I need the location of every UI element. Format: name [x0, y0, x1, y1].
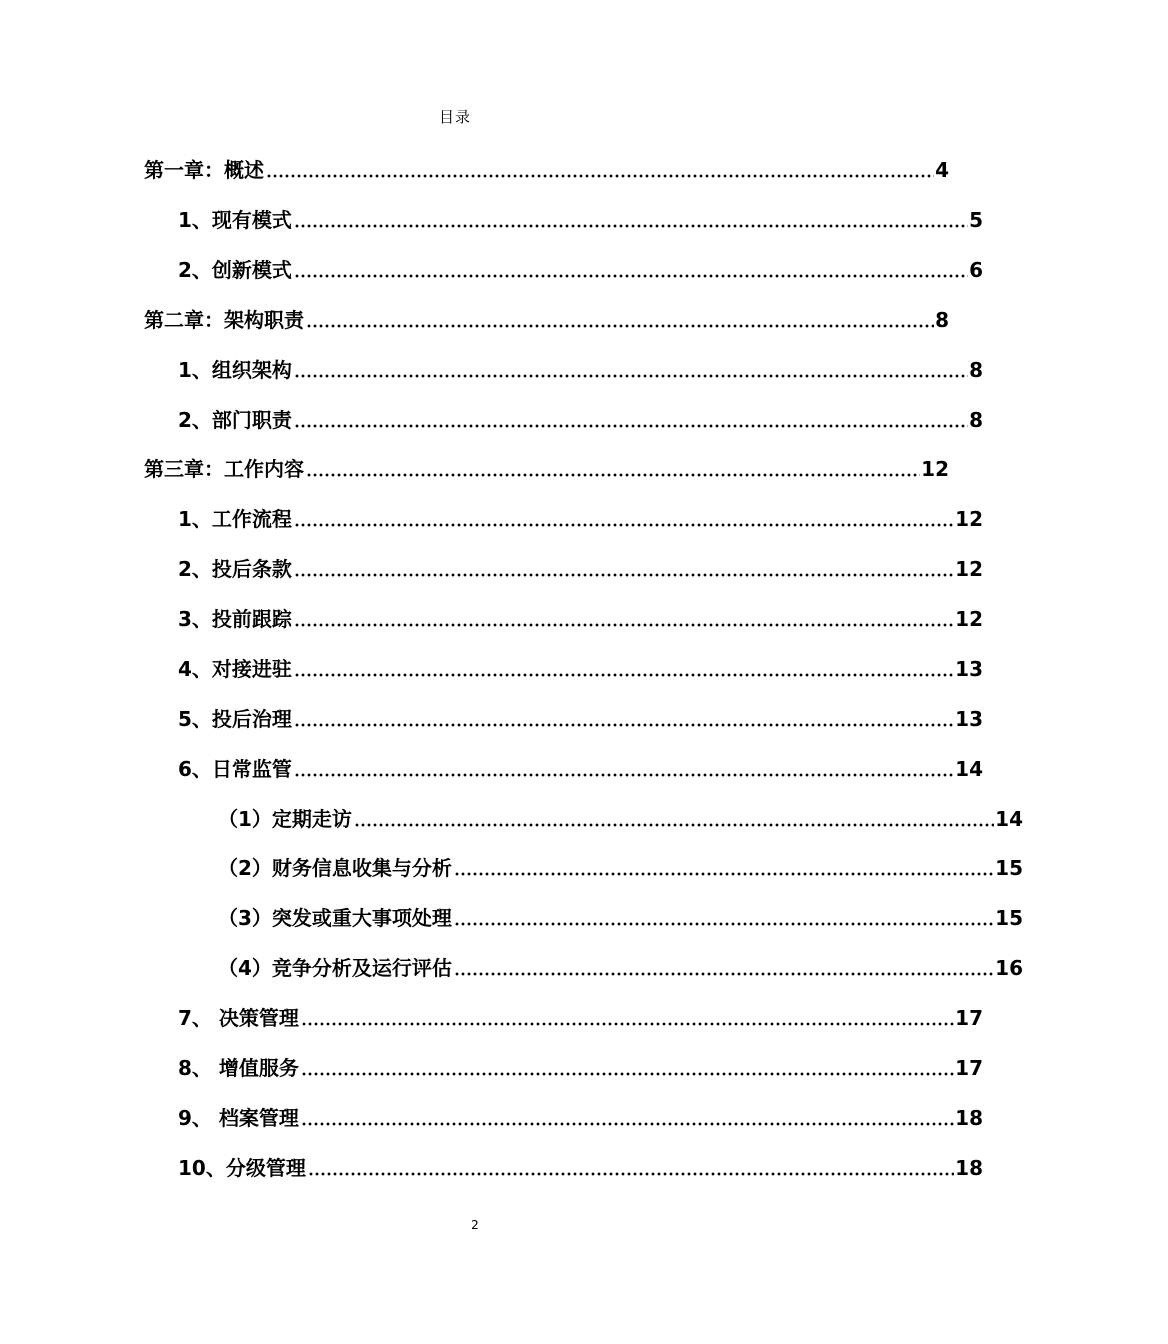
- toc-dot-leader: [354, 822, 994, 828]
- toc-entry-page: 8: [969, 408, 983, 432]
- toc-entry-page: 16: [995, 956, 1023, 980]
- toc-entry-title: 第一章：概述: [144, 158, 264, 182]
- toc-entry-page: 15: [995, 856, 1023, 880]
- toc-entry-page: 4: [935, 158, 949, 182]
- toc-entry[interactable]: [0, 697, 1128, 731]
- toc-entry[interactable]: [0, 797, 1168, 831]
- toc-dot-leader: [294, 273, 968, 279]
- toc-entry-page: 14: [955, 757, 983, 781]
- toc-entry-title: 6、日常监管: [178, 757, 292, 781]
- toc-dot-leader: [454, 921, 994, 927]
- toc-entry-title: （2）财务信息收集与分析: [218, 856, 452, 880]
- toc-dot-leader: [306, 472, 920, 478]
- toc-dot-leader: [454, 871, 994, 877]
- toc-entry[interactable]: [0, 846, 1168, 880]
- toc-entry[interactable]: [0, 1046, 1128, 1080]
- toc-entry[interactable]: [0, 597, 1128, 631]
- toc-dot-leader: [306, 323, 934, 329]
- toc-entry-title: 2、部门职责: [178, 408, 292, 432]
- toc-entry[interactable]: [0, 896, 1168, 930]
- toc-dot-leader: [294, 722, 954, 728]
- toc-entry-title: 1、现有模式: [178, 208, 292, 232]
- toc-entry[interactable]: [0, 398, 1128, 432]
- toc-dot-leader: [454, 971, 994, 977]
- toc-entry-title: 2、投后条款: [178, 557, 292, 581]
- toc-heading: 目录: [438, 108, 471, 126]
- toc-entry-title: 第二章：架构职责: [144, 308, 304, 332]
- toc-entry-page: 13: [955, 707, 983, 731]
- toc-entry-title: 3、投前跟踪: [178, 607, 292, 631]
- toc-dot-leader: [294, 672, 954, 678]
- toc-entry-page: 12: [955, 507, 983, 531]
- toc-entry[interactable]: [0, 1096, 1128, 1130]
- toc-entry[interactable]: [0, 996, 1128, 1030]
- toc-dot-leader: [294, 772, 954, 778]
- toc-entry-title: 9、 档案管理: [178, 1106, 299, 1130]
- toc-entry[interactable]: [0, 647, 1128, 681]
- toc-entry[interactable]: [0, 298, 1094, 332]
- toc-entry[interactable]: [0, 747, 1128, 781]
- toc-entry-title: 1、工作流程: [178, 507, 292, 531]
- toc-entry-title: 8、 增值服务: [178, 1056, 299, 1080]
- toc-dot-leader: [301, 1071, 954, 1077]
- toc-dot-leader: [301, 1121, 954, 1127]
- toc-entry[interactable]: [0, 946, 1168, 980]
- toc-entry[interactable]: [0, 198, 1128, 232]
- toc-entry-page: 13: [955, 657, 983, 681]
- toc-entry-page: 17: [955, 1056, 983, 1080]
- toc-entry-title: （4）竞争分析及运行评估: [218, 956, 452, 980]
- toc-entry[interactable]: [0, 1146, 1128, 1180]
- toc-entry[interactable]: [0, 547, 1128, 581]
- toc-entry-title: 7、 决策管理: [178, 1006, 299, 1030]
- toc-entry-title: 4、对接进驻: [178, 657, 292, 681]
- toc-dot-leader: [294, 622, 954, 628]
- toc-entry-page: 15: [995, 906, 1023, 930]
- toc-entry[interactable]: [0, 148, 1094, 182]
- toc-entry-page: 12: [955, 607, 983, 631]
- toc-entry-title: 2、创新模式: [178, 258, 292, 282]
- toc-entry[interactable]: [0, 447, 1094, 481]
- toc-entry-title: （3）突发或重大事项处理: [218, 906, 452, 930]
- toc-entry[interactable]: [0, 248, 1128, 282]
- toc-dot-leader: [294, 522, 954, 528]
- toc-dot-leader: [294, 423, 968, 429]
- toc-entry-page: 8: [969, 358, 983, 382]
- toc-entry[interactable]: [0, 497, 1128, 531]
- toc-entry-title: 第三章：工作内容: [144, 457, 304, 481]
- toc-entry-page: 14: [995, 807, 1023, 831]
- toc-entry-title: 1、组织架构: [178, 358, 292, 382]
- toc-entry-page: 17: [955, 1006, 983, 1030]
- toc-entry-page: 6: [969, 258, 983, 282]
- toc-dot-leader: [294, 572, 954, 578]
- toc-entry-page: 5: [969, 208, 983, 232]
- toc-entry[interactable]: [0, 348, 1128, 382]
- page-number: 2: [471, 1218, 479, 1232]
- toc-entry-page: 18: [955, 1106, 983, 1130]
- toc-dot-leader: [294, 373, 968, 379]
- toc-entry-page: 18: [955, 1156, 983, 1180]
- toc-dot-leader: [266, 173, 934, 179]
- toc-entry-page: 12: [921, 457, 949, 481]
- toc-entry-title: （1）定期走访: [218, 807, 352, 831]
- toc-dot-leader: [301, 1021, 954, 1027]
- toc-dot-leader: [308, 1171, 954, 1177]
- toc-entry-title: 5、投后治理: [178, 707, 292, 731]
- toc-entry-page: 12: [955, 557, 983, 581]
- toc-entry-title: 10、分级管理: [178, 1156, 306, 1180]
- toc-dot-leader: [294, 223, 968, 229]
- toc-entry-page: 8: [935, 308, 949, 332]
